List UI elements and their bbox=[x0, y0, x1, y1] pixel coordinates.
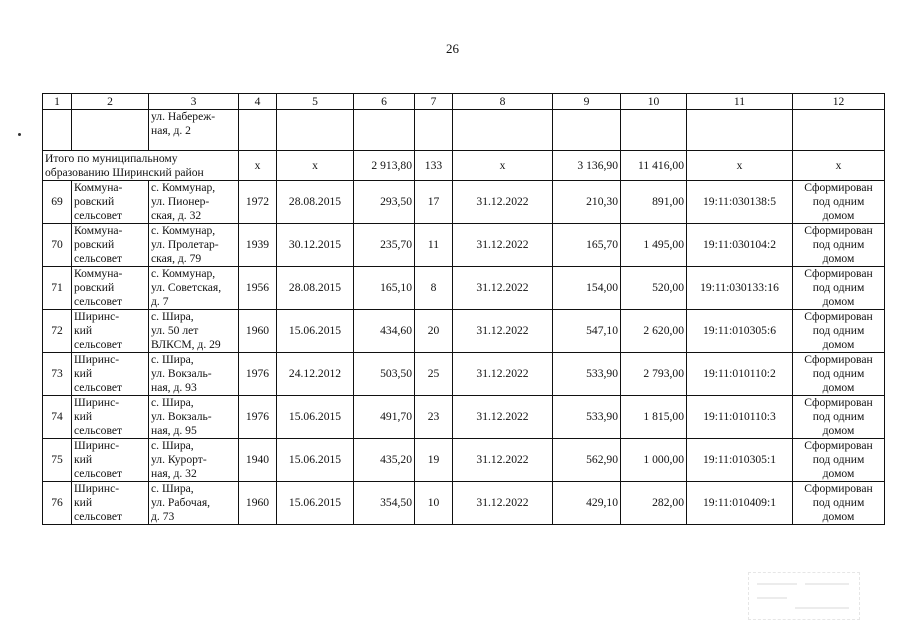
area-living-cell: 533,90 bbox=[553, 396, 621, 439]
date-recognized-cell: 15.06.2015 bbox=[277, 310, 354, 353]
table-row bbox=[43, 267, 885, 310]
total-cell: х bbox=[277, 151, 354, 181]
residents-cell: 20 bbox=[415, 310, 453, 353]
cost-cell: 2 793,00 bbox=[621, 353, 687, 396]
residents-cell: 8 bbox=[415, 267, 453, 310]
planned-date-cell: 31.12.2022 bbox=[453, 310, 553, 353]
area-living-cell: 533,90 bbox=[553, 353, 621, 396]
total-row bbox=[43, 151, 885, 181]
registry-table bbox=[42, 93, 885, 525]
cost-cell: 282,00 bbox=[621, 482, 687, 525]
address-cell: с. Шира, ул. Курорт- ная, д. 32 bbox=[149, 439, 239, 482]
area-cell: 354,50 bbox=[354, 482, 415, 525]
address-cell: с. Шира, ул. 50 лет ВЛКСМ, д. 29 bbox=[149, 310, 239, 353]
total-cost: 11 416,00 bbox=[621, 151, 687, 181]
note-cell: Сформирован под одним домом bbox=[793, 482, 885, 525]
column-header: 4 bbox=[239, 94, 277, 110]
row-number-cell: 71 bbox=[43, 267, 72, 310]
stray-dot bbox=[18, 133, 21, 136]
cost-cell: 891,00 bbox=[621, 181, 687, 224]
planned-date-cell: 31.12.2022 bbox=[453, 267, 553, 310]
address-cell: с. Шира, ул. Вокзаль- ная, д. 95 bbox=[149, 396, 239, 439]
residents-cell: 10 bbox=[415, 482, 453, 525]
total-cell: х bbox=[793, 151, 885, 181]
row-number-cell: 70 bbox=[43, 224, 72, 267]
continuation-row bbox=[43, 110, 885, 151]
note-cell: Сформирован под одним домом bbox=[793, 396, 885, 439]
area-living-cell: 547,10 bbox=[553, 310, 621, 353]
planned-date-cell: 31.12.2022 bbox=[453, 353, 553, 396]
continuation-address: ул. Набереж- ная, д. 2 bbox=[149, 110, 239, 151]
column-header: 9 bbox=[553, 94, 621, 110]
area-living-cell: 154,00 bbox=[553, 267, 621, 310]
cost-cell: 1 815,00 bbox=[621, 396, 687, 439]
year-built-cell: 1960 bbox=[239, 310, 277, 353]
column-header: 6 bbox=[354, 94, 415, 110]
area-cell: 503,50 bbox=[354, 353, 415, 396]
table-row bbox=[43, 396, 885, 439]
column-header: 7 bbox=[415, 94, 453, 110]
address-cell: с. Шира, ул. Вокзаль- ная, д. 93 bbox=[149, 353, 239, 396]
year-built-cell: 1972 bbox=[239, 181, 277, 224]
note-cell: Сформирован под одним домом bbox=[793, 181, 885, 224]
table-row bbox=[43, 310, 885, 353]
row-number-cell: 69 bbox=[43, 181, 72, 224]
date-recognized-cell: 28.08.2015 bbox=[277, 181, 354, 224]
table-row bbox=[43, 482, 885, 525]
area-cell: 491,70 bbox=[354, 396, 415, 439]
total-cell: х bbox=[453, 151, 553, 181]
total-cell: х bbox=[687, 151, 793, 181]
column-header: 10 bbox=[621, 94, 687, 110]
municipality-cell: Коммуна- ровский сельсовет bbox=[72, 224, 149, 267]
note-cell: Сформирован под одним домом bbox=[793, 353, 885, 396]
area-living-cell: 429,10 bbox=[553, 482, 621, 525]
total-area2: 3 136,90 bbox=[553, 151, 621, 181]
registry-table-body bbox=[43, 94, 885, 525]
residents-cell: 11 bbox=[415, 224, 453, 267]
total-label: Итого по муниципальному образованию Ширинский район bbox=[43, 151, 239, 181]
address-cell: с. Коммунар, ул. Пролетар- ская, д. 79 bbox=[149, 224, 239, 267]
date-recognized-cell: 15.06.2015 bbox=[277, 439, 354, 482]
total-people: 133 bbox=[415, 151, 453, 181]
row-number-cell: 74 bbox=[43, 396, 72, 439]
note-cell: Сформирован под одним домом bbox=[793, 267, 885, 310]
row-number-cell: 75 bbox=[43, 439, 72, 482]
note-cell: Сформирован под одним домом bbox=[793, 224, 885, 267]
table-row bbox=[43, 224, 885, 267]
municipality-cell: Коммуна- ровский сельсовет bbox=[72, 181, 149, 224]
planned-date-cell: 31.12.2022 bbox=[453, 224, 553, 267]
municipality-cell: Ширинс- кий сельсовет bbox=[72, 310, 149, 353]
cost-cell: 1 000,00 bbox=[621, 439, 687, 482]
column-number-row bbox=[43, 94, 885, 110]
year-built-cell: 1940 bbox=[239, 439, 277, 482]
date-recognized-cell: 28.08.2015 bbox=[277, 267, 354, 310]
total-cell: х bbox=[239, 151, 277, 181]
residents-cell: 19 bbox=[415, 439, 453, 482]
cadastral-number-cell: 19:11:010305:1 bbox=[687, 439, 793, 482]
planned-date-cell: 31.12.2022 bbox=[453, 181, 553, 224]
cadastral-number-cell: 19:11:010305:6 bbox=[687, 310, 793, 353]
year-built-cell: 1976 bbox=[239, 353, 277, 396]
column-header: 3 bbox=[149, 94, 239, 110]
area-living-cell: 562,90 bbox=[553, 439, 621, 482]
cadastral-number-cell: 19:11:030104:2 bbox=[687, 224, 793, 267]
date-recognized-cell: 24.12.2012 bbox=[277, 353, 354, 396]
date-recognized-cell: 15.06.2015 bbox=[277, 482, 354, 525]
municipality-cell: Ширинс- кий сельсовет bbox=[72, 396, 149, 439]
year-built-cell: 1939 bbox=[239, 224, 277, 267]
date-recognized-cell: 15.06.2015 bbox=[277, 396, 354, 439]
cadastral-number-cell: 19:11:030133:16 bbox=[687, 267, 793, 310]
year-built-cell: 1956 bbox=[239, 267, 277, 310]
table-row bbox=[43, 439, 885, 482]
cadastral-number-cell: 19:11:010110:2 bbox=[687, 353, 793, 396]
row-number-cell: 72 bbox=[43, 310, 72, 353]
area-cell: 434,60 bbox=[354, 310, 415, 353]
row-number-cell: 76 bbox=[43, 482, 72, 525]
cadastral-number-cell: 19:11:030138:5 bbox=[687, 181, 793, 224]
year-built-cell: 1960 bbox=[239, 482, 277, 525]
address-cell: с. Коммунар, ул. Советская, д. 7 bbox=[149, 267, 239, 310]
year-built-cell: 1976 bbox=[239, 396, 277, 439]
residents-cell: 17 bbox=[415, 181, 453, 224]
note-cell: Сформирован под одним домом bbox=[793, 439, 885, 482]
note-cell: Сформирован под одним домом bbox=[793, 310, 885, 353]
table-row bbox=[43, 353, 885, 396]
municipality-cell: Коммуна- ровский сельсовет bbox=[72, 267, 149, 310]
municipality-cell: Ширинс- кий сельсовет bbox=[72, 482, 149, 525]
table-row bbox=[43, 181, 885, 224]
cost-cell: 520,00 bbox=[621, 267, 687, 310]
area-cell: 235,70 bbox=[354, 224, 415, 267]
planned-date-cell: 31.12.2022 bbox=[453, 396, 553, 439]
row-number-cell: 73 bbox=[43, 353, 72, 396]
area-cell: 165,10 bbox=[354, 267, 415, 310]
residents-cell: 23 bbox=[415, 396, 453, 439]
cadastral-number-cell: 19:11:010110:3 bbox=[687, 396, 793, 439]
municipality-cell: Ширинс- кий сельсовет bbox=[72, 353, 149, 396]
cost-cell: 1 495,00 bbox=[621, 224, 687, 267]
column-header: 5 bbox=[277, 94, 354, 110]
municipality-cell: Ширинс- кий сельсовет bbox=[72, 439, 149, 482]
column-header: 1 bbox=[43, 94, 72, 110]
total-area: 2 913,80 bbox=[354, 151, 415, 181]
area-living-cell: 210,30 bbox=[553, 181, 621, 224]
area-cell: 435,20 bbox=[354, 439, 415, 482]
planned-date-cell: 31.12.2022 bbox=[453, 439, 553, 482]
faint-stamp-mark bbox=[748, 572, 860, 620]
column-header: 11 bbox=[687, 94, 793, 110]
area-living-cell: 165,70 bbox=[553, 224, 621, 267]
planned-date-cell: 31.12.2022 bbox=[453, 482, 553, 525]
cost-cell: 2 620,00 bbox=[621, 310, 687, 353]
cadastral-number-cell: 19:11:010409:1 bbox=[687, 482, 793, 525]
residents-cell: 25 bbox=[415, 353, 453, 396]
date-recognized-cell: 30.12.2015 bbox=[277, 224, 354, 267]
column-header: 8 bbox=[453, 94, 553, 110]
area-cell: 293,50 bbox=[354, 181, 415, 224]
address-cell: с. Шира, ул. Рабочая, д. 73 bbox=[149, 482, 239, 525]
column-header: 12 bbox=[793, 94, 885, 110]
column-header: 2 bbox=[72, 94, 149, 110]
address-cell: с. Коммунар, ул. Пионер- ская, д. 32 bbox=[149, 181, 239, 224]
page-number: 26 bbox=[446, 41, 459, 56]
